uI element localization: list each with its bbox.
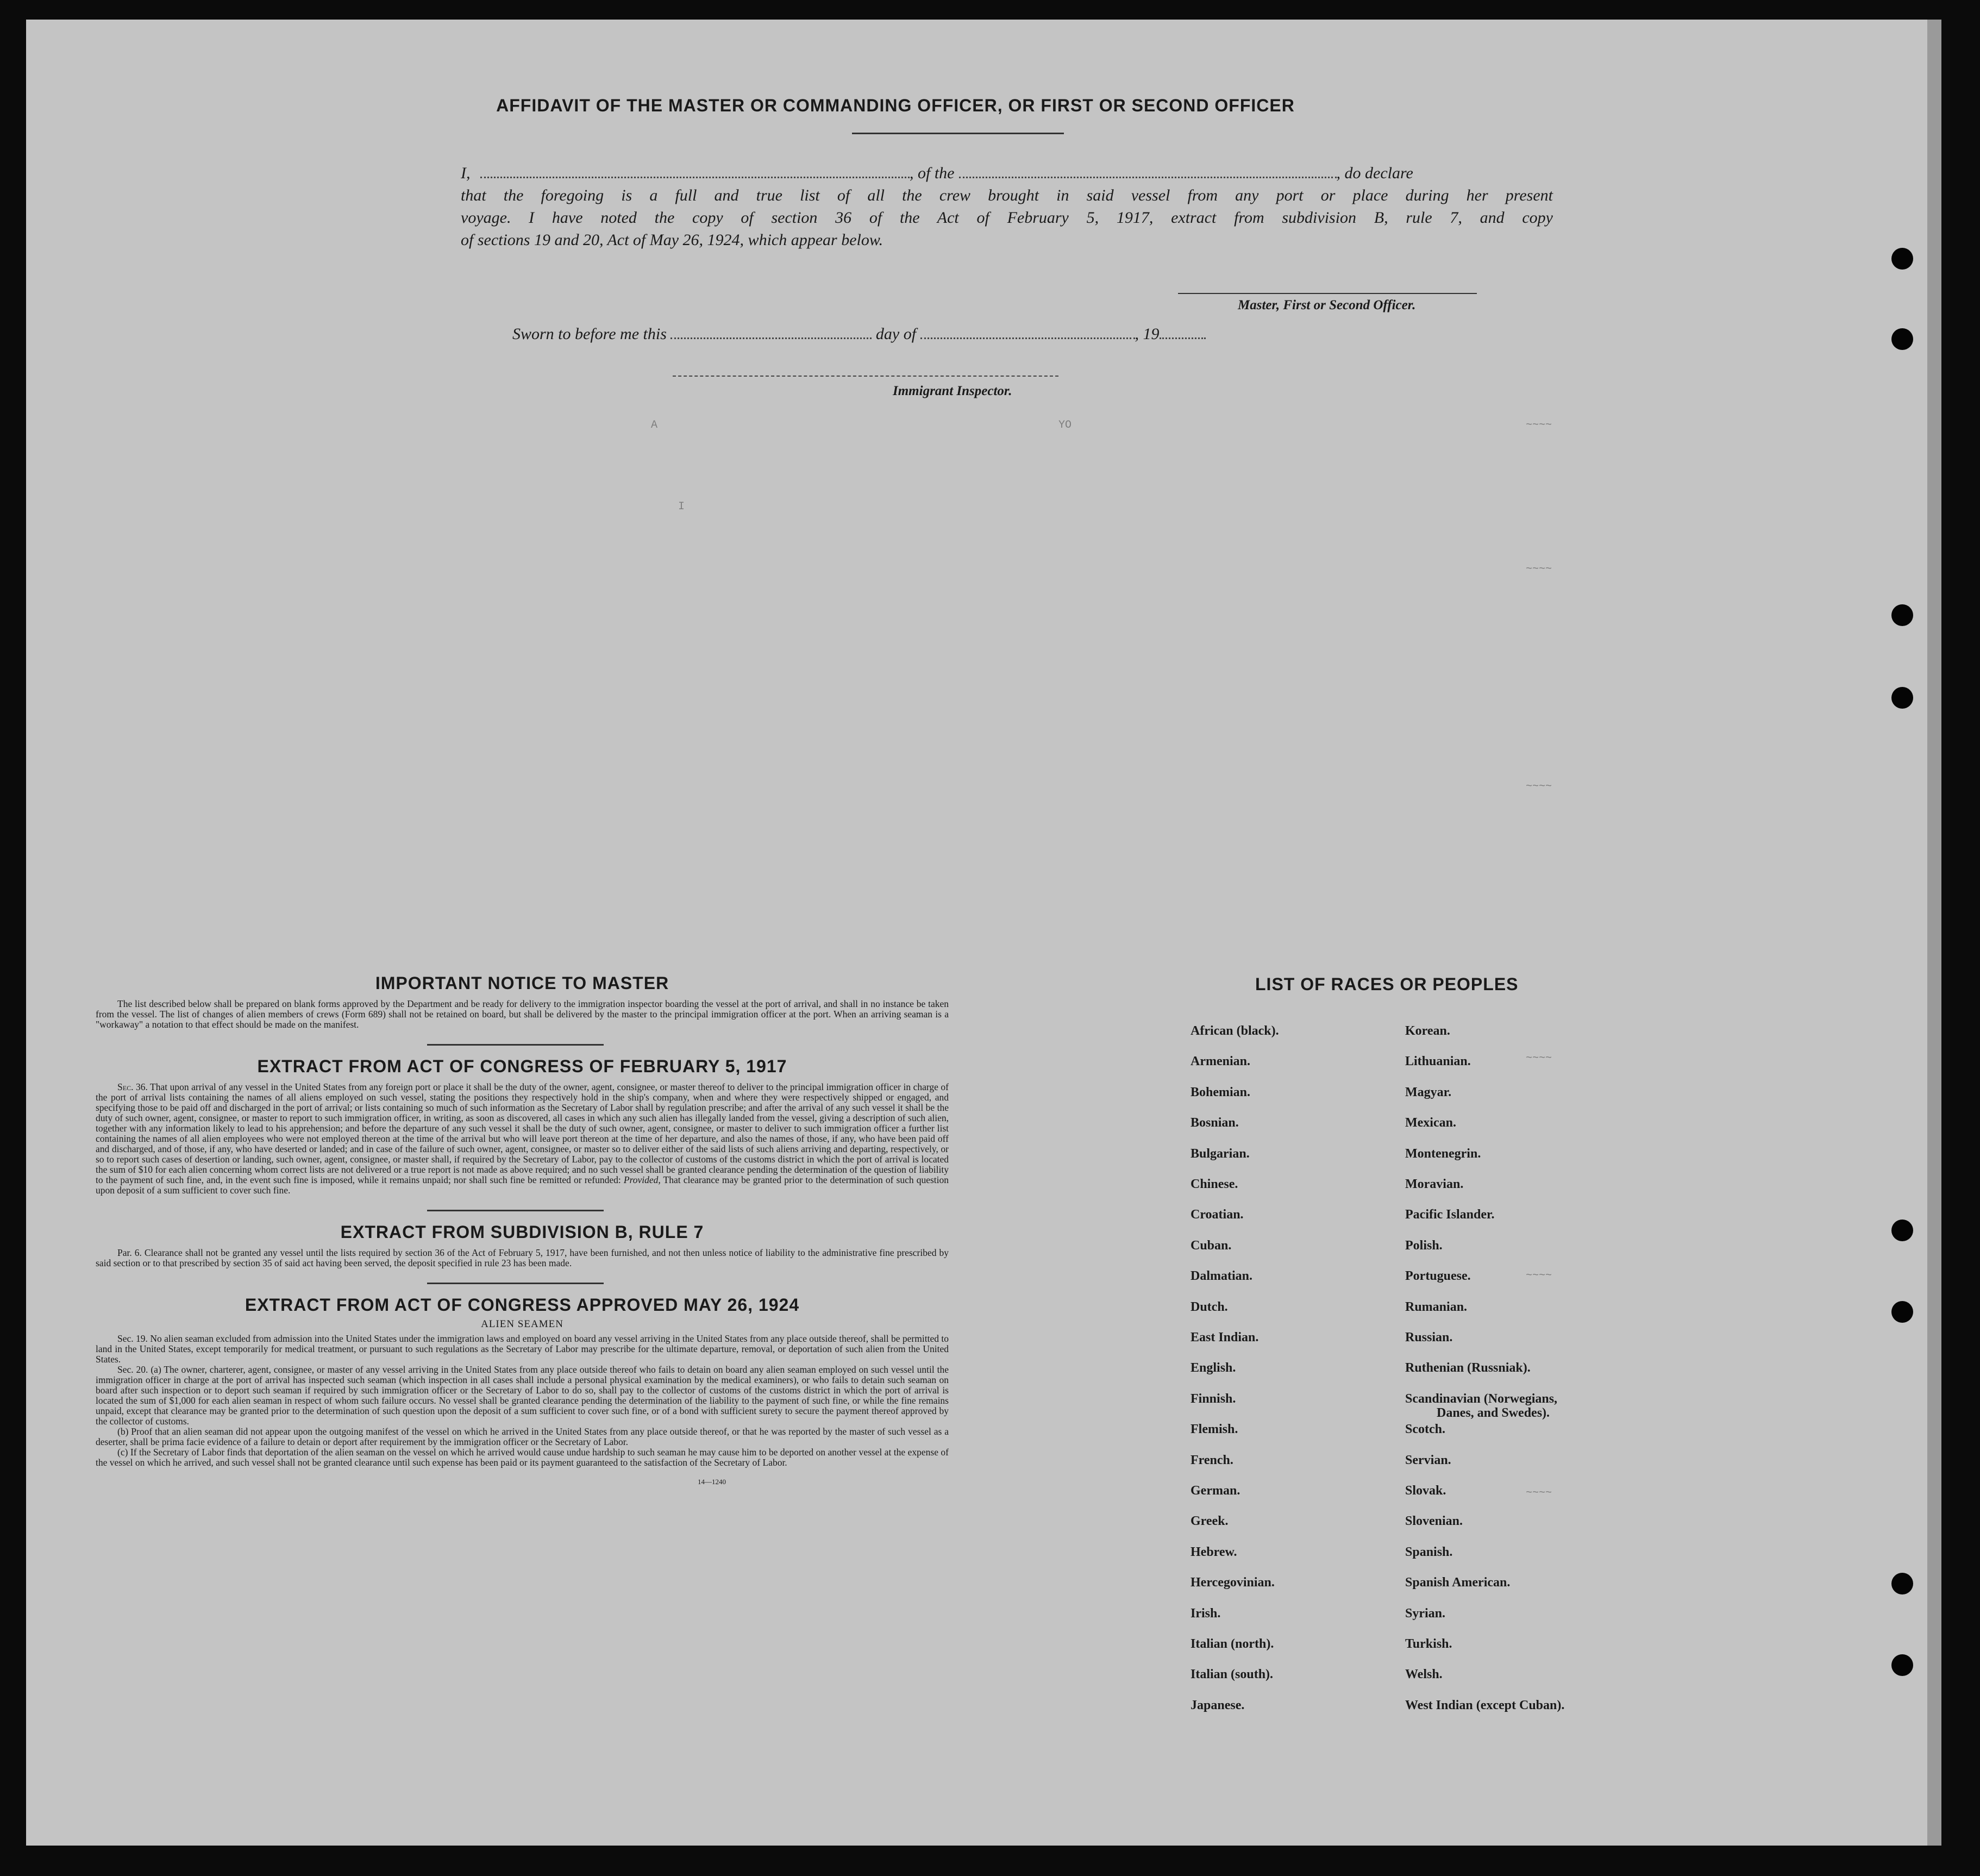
left-column	[96, 973, 949, 1486]
bleed-through-mark: A	[651, 419, 658, 432]
race-item: Scandinavian (Norwegians,	[1405, 1391, 1558, 1406]
race-item: Finnish.	[1190, 1391, 1236, 1406]
race-item: Servian.	[1405, 1453, 1451, 1467]
race-item: Spanish American.	[1405, 1575, 1511, 1590]
race-item: African (black).	[1190, 1024, 1279, 1038]
race-item: Japanese.	[1190, 1698, 1245, 1712]
race-item: Portuguese.	[1405, 1269, 1471, 1284]
title-underline	[852, 133, 1064, 134]
punch-hole	[1891, 687, 1913, 709]
master-signature-line	[1178, 293, 1477, 294]
race-item: Ruthenian (Russniak).	[1405, 1361, 1531, 1375]
punch-hole	[1891, 1654, 1913, 1676]
race-item-continuation: Danes, and Swedes).	[1437, 1405, 1550, 1420]
race-item: Pacific Islander.	[1405, 1208, 1495, 1222]
race-item: Dutch.	[1190, 1299, 1228, 1314]
notice-title: IMPORTANT NOTICE TO MASTER	[375, 973, 669, 993]
race-item: Chinese.	[1190, 1177, 1238, 1191]
sec-36-text: That upon arrival of any vessel in the United States from any foreign port or place it shall be the duty of the owner, agent, consignee, or master thereof to deliver to the principal immigration officer in charge of the port of arrival lists containing the names of all aliens employed on such vessel, stating the positions they respectively hold in the ship's company, when and where they were respectively shipped or engaged, and specifying those to be paid off and discharged in the port of arrival; or lists containing so much of such information as the Secretary of Labor shall by regulation prescribe; and after the arrival of any such vessel it shall be the duty of such owner, agent, consignee, or master to report to such immigration officer, in writing, as soon as discovered, all cases in which any such alien has illegally landed from the vessel, giving a description of such alien, together with any information likely to lead to his apprehension; and before the departure of any such vessel it shall be the duty of such owner, agent, consignee, or master to deliver to such immigration officer a further list containing the names of all alien employees who were not employed thereon at the time of the arrival but who will leave port thereon at the time of her departure, and also the names of those, if any, who have been paid off and discharged, and of those, if any, who have deserted or landed; and in case of the failure of such owner, agent, consignee, or master so to deliver either of the said lists of such aliens arriving and departing, respectively, or so to report such cases of desertion or landing, such owner, agent, consignee, or master shall, if required by the Secretary of Labor, pay to the collector of customs of the customs district in which the port of arrival is located the sum of $10 for each alien concerning whom correct lists are not delivered or a true report is not made as above required; and no such vessel shall be granted clearance pending the determination of the question of liability to the payment of such fine, and, in the event such fine is imposed, while it remains unpaid; nor shall such fine be remitted or refunded:	[96, 1081, 949, 1185]
bleed-through-mark: I	[678, 501, 685, 513]
race-item: Greek.	[1190, 1514, 1229, 1529]
race-item: Russian.	[1405, 1330, 1453, 1345]
affidavit-i: I,	[461, 164, 471, 182]
race-item: Hercegovinian.	[1190, 1575, 1275, 1590]
year-label: , 19	[1135, 325, 1160, 343]
race-item: East Indian.	[1190, 1330, 1259, 1345]
race-item: Syrian.	[1405, 1606, 1446, 1621]
race-item: Lithuanian.	[1405, 1054, 1471, 1069]
inspector-signature-line	[673, 376, 1058, 377]
section-divider	[427, 1283, 604, 1284]
bleed-through-mark: ~~~~	[1526, 1052, 1552, 1065]
form-number: 14—1240	[698, 1478, 726, 1486]
section-divider	[427, 1210, 604, 1211]
affidavit-title: AFFIDAVIT OF THE MASTER OR COMMANDING OFFICER, OR FIRST OR SECOND OFFICER	[496, 96, 1295, 115]
sec-36-text-end: That clearance may be granted prior to the determination of such question upon deposit of a sum sufficient to cover such fine.	[96, 1174, 949, 1196]
extract-1917-text	[96, 1082, 949, 1196]
race-item: Bosnian.	[1190, 1116, 1239, 1130]
subdivision-text: Par. 6. Clearance shall not be granted any vessel until the lists required by section 36 of the Act of February 5, 1917, have been furnished, and not then unless notice of liability to the administrative fine prescribed by said section or to that prescribed by section 35 of said act having been served, the deposit specified in rule 23 has been made.	[96, 1247, 949, 1268]
page-edge	[1927, 20, 1941, 1846]
race-item: Polish.	[1405, 1238, 1443, 1253]
bleed-through-mark: ~~~~	[1526, 780, 1552, 793]
race-item: Irish.	[1190, 1606, 1221, 1621]
bleed-through-mark: YO	[1058, 419, 1072, 432]
sec-20b-text: (b) Proof that an alien seaman did not appear upon the outgoing manifest of the vessel on which he arrived in the United States from any place outside thereof, or that he was reported by the master of such vessel as a deserter, shall be prima facie evidence of a failure to detain or deport after requirement by the immigration officer or the Secretary of Labor.	[96, 1426, 949, 1447]
name-blank	[480, 176, 910, 178]
races-title: LIST OF RACES OR PEOPLES	[1255, 974, 1519, 994]
punch-hole	[1891, 1573, 1913, 1594]
sworn-label: Sworn to before me this	[512, 325, 667, 343]
sworn-line	[512, 323, 1206, 345]
race-item: West Indian (except Cuban).	[1405, 1698, 1565, 1712]
alien-seamen-subtitle: ALIEN SEAMEN	[481, 1318, 563, 1330]
vessel-blank	[959, 176, 1337, 178]
bleed-through-mark: ~~~~	[1526, 1487, 1552, 1499]
sec-36-label: Sec. 36.	[117, 1081, 148, 1092]
sec-20c-text: (c) If the Secretary of Labor finds that deportation of the alien seaman on the vessel on which he arrived would cause undue hardship to such seaman he may cause him to be deported on another vessel at the expense of the vessel on which he arrived, and such vessel shall not be granted clearance until such expense has been paid or its payment guaranteed to the satisfaction of the Secretary of Labor.	[96, 1447, 949, 1468]
race-item: Moravian.	[1405, 1177, 1464, 1191]
race-item: Slovenian.	[1405, 1514, 1463, 1529]
race-item: Welsh.	[1405, 1667, 1443, 1682]
race-item: Italian (north).	[1190, 1637, 1274, 1651]
extract-1917-title: EXTRACT FROM ACT OF CONGRESS OF FEBRUARY 5, 1917	[257, 1056, 787, 1076]
race-item: Spanish.	[1405, 1544, 1453, 1559]
year-blank	[1160, 337, 1206, 339]
race-item: Korean.	[1405, 1024, 1450, 1038]
race-item: Armenian.	[1190, 1054, 1250, 1069]
race-item: Dalmatian.	[1190, 1269, 1252, 1284]
race-item: Cuban.	[1190, 1238, 1232, 1253]
race-item: Rumanian.	[1405, 1299, 1468, 1314]
punch-hole	[1891, 328, 1913, 350]
day-blank	[671, 337, 872, 339]
affidavit-line-3: voyage. I have noted the copy of section 36 of the Act of February 5, 1917, extract from subdivision B, rule 7, and copy	[461, 209, 1553, 227]
provided-label: Provided,	[623, 1174, 661, 1185]
race-item: English.	[1190, 1361, 1236, 1375]
day-of-label: day of	[875, 325, 917, 343]
inspector-label: Immigrant Inspector.	[893, 384, 1012, 398]
notice-text: The list described below shall be prepared on blank forms approved by the Department and be ready for delivery to the immigration inspector boarding the vessel at the port of arrival, and shall in no instance be taken from the vessel. The list of changes of alien members of crews (Form 689) shall not be retained on board, but shall be delivered by the master to the principal immigration officer at the port. When an arriving seaman is a "workaway" a notation to that effect should be made on the manifest.	[96, 998, 949, 1030]
race-item: Magyar.	[1405, 1085, 1452, 1099]
sec-20a-text: Sec. 20. (a) The owner, charterer, agent, consignee, or master of any vessel arriving in the United States from any place outside thereof who fails to detain on board any alien seaman employed on such vessel until the immigration officer in charge at the port of arrival has inspected such seaman (which inspection in all cases shall include a personal physical examination by the medical examiners), or who fails to detain such seaman on board after such inspection or to deport such seaman if required by such immigration officer or the Secretary of Labor to do so, shall pay to the collector of customs of the customs district in which the port of arrival is located the sum of $1,000 for each alien seaman in respect of whom such failure occurs. No vessel shall be granted clearance pending the determination of the liability to the payment of such fine, or while the fine remains unpaid, except that clearance may be granted prior to the determination of such question upon the deposit of a sum sufficient to cover such fine, or of a bond with sufficient surety to secure the payment thereof approved by the collector of customs.	[96, 1364, 949, 1427]
affidavit-line-2: that the foregoing is a full and true list of all the crew brought in said vessel from any port or place during her present	[461, 186, 1553, 204]
affidavit-line-4: of sections 19 and 20, Act of May 26, 1924, which appear below.	[461, 231, 884, 249]
master-label: Master, First or Second Officer.	[1238, 298, 1416, 312]
race-item: Bulgarian.	[1190, 1146, 1250, 1161]
race-item: Scotch.	[1405, 1422, 1445, 1437]
sec-19-text: Sec. 19. No alien seaman excluded from admission into the United States under the immigration laws and employed on board any vessel arriving in the United States from any place outside thereof, shall be permitted to land in the United States, except temporarily for medical treatment, or pursuant to such regulations as the Secretary of Labor may prescribe for the ultimate departure, removal, or deportation of such alien from the United States.	[96, 1333, 949, 1365]
punch-hole	[1891, 1301, 1913, 1323]
month-blank	[920, 337, 1135, 339]
affidavit-text	[461, 162, 1553, 251]
race-item: Montenegrin.	[1405, 1146, 1481, 1161]
subdivision-title: EXTRACT FROM SUBDIVISION B, RULE 7	[340, 1222, 704, 1242]
extract-1924-title: EXTRACT FROM ACT OF CONGRESS APPROVED MAY 26, 1924	[245, 1295, 800, 1315]
section-divider	[427, 1044, 604, 1046]
race-item: Italian (south).	[1190, 1667, 1274, 1682]
punch-hole	[1891, 248, 1913, 270]
race-item: Turkish.	[1405, 1637, 1452, 1651]
race-item: French.	[1190, 1453, 1233, 1467]
race-item: Flemish.	[1190, 1422, 1238, 1437]
race-item: Mexican.	[1405, 1116, 1456, 1130]
race-item: Hebrew.	[1190, 1544, 1237, 1559]
affidavit-declare: , do declare	[1336, 164, 1413, 182]
bleed-through-mark: ~~~~	[1526, 1270, 1552, 1282]
race-item: Croatian.	[1190, 1208, 1244, 1222]
bleed-through-mark: ~~~~	[1526, 563, 1552, 576]
punch-hole	[1891, 604, 1913, 626]
bleed-through-mark: ~~~~	[1526, 419, 1552, 432]
race-item: Slovak.	[1405, 1484, 1446, 1498]
race-item: German.	[1190, 1484, 1240, 1498]
affidavit-of-the: , of the	[910, 164, 955, 182]
punch-hole	[1891, 1220, 1913, 1241]
document-page	[26, 20, 1941, 1846]
affidavit-line-1	[461, 162, 1553, 184]
race-item: Bohemian.	[1190, 1085, 1251, 1099]
